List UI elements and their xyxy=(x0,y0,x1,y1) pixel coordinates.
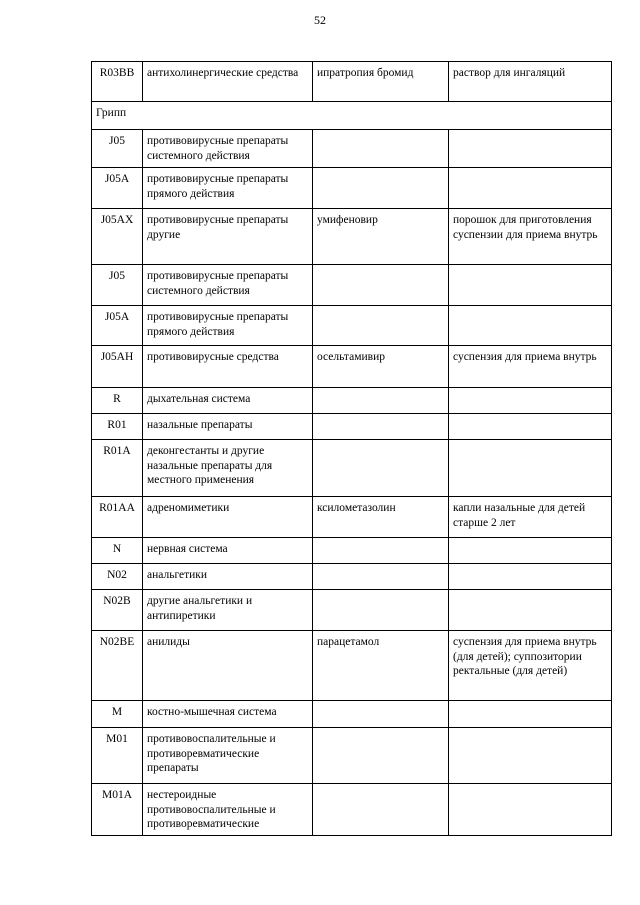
dosage-form-cell: суспензия для приема внутрь (для детей); суппозитории ректальные (для детей) xyxy=(449,631,612,701)
drug-name-cell xyxy=(313,414,449,440)
group-name-cell: противовоспалительные и противоревматические препараты xyxy=(143,728,313,784)
dosage-form-cell xyxy=(449,701,612,728)
atc-code-cell: N02B xyxy=(92,590,143,631)
table-row xyxy=(92,497,612,538)
drug-name-cell xyxy=(313,306,449,346)
table-row xyxy=(92,784,612,836)
table-row xyxy=(92,306,612,346)
drug-name-cell xyxy=(313,590,449,631)
dosage-form-cell xyxy=(449,728,612,784)
group-name-cell: антихолинергические средства xyxy=(143,62,313,102)
dosage-form-cell xyxy=(449,168,612,209)
atc-code-cell: R01A xyxy=(92,440,143,497)
table-row xyxy=(92,209,612,265)
atc-code-cell: R03BB xyxy=(92,62,143,102)
drug-name-cell xyxy=(313,784,449,836)
group-name-cell: противовирусные препараты системного действия xyxy=(143,265,313,306)
group-name-cell: нервная система xyxy=(143,538,313,564)
dosage-form-cell: порошок для приготовления суспензии для приема внутрь xyxy=(449,209,612,265)
table-row xyxy=(92,414,612,440)
dosage-form-cell: раствор для ингаляций xyxy=(449,62,612,102)
dosage-form-cell xyxy=(449,784,612,836)
group-name-cell: противовирусные препараты другие xyxy=(143,209,313,265)
table-row xyxy=(92,346,612,388)
atc-code-cell: J05 xyxy=(92,265,143,306)
atc-code-cell: M01 xyxy=(92,728,143,784)
group-name-cell: другие анальгетики и антипиретики xyxy=(143,590,313,631)
drug-name-cell: осельтамивир xyxy=(313,346,449,388)
table-row xyxy=(92,440,612,497)
dosage-form-cell: суспензия для приема внутрь xyxy=(449,346,612,388)
table-row xyxy=(92,130,612,168)
page-number: 52 xyxy=(314,13,326,27)
group-name-cell: противовирусные препараты прямого действия xyxy=(143,168,313,209)
table-row xyxy=(92,701,612,728)
dosage-form-cell xyxy=(449,265,612,306)
dosage-form-cell xyxy=(449,564,612,590)
atc-code-cell: M01A xyxy=(92,784,143,836)
atc-drug-table xyxy=(91,61,612,836)
drug-name-cell xyxy=(313,564,449,590)
dosage-form-cell xyxy=(449,306,612,346)
group-name-cell: противовирусные средства xyxy=(143,346,313,388)
table-row xyxy=(92,388,612,414)
group-name-cell: костно-мышечная система xyxy=(143,701,313,728)
atc-code-cell: N02BE xyxy=(92,631,143,701)
atc-code-cell: J05A xyxy=(92,306,143,346)
table-row xyxy=(92,265,612,306)
drug-name-cell xyxy=(313,440,449,497)
dosage-form-cell xyxy=(449,414,612,440)
drug-name-cell: ксилометазолин xyxy=(313,497,449,538)
drug-name-cell xyxy=(313,728,449,784)
table-row xyxy=(92,564,612,590)
dosage-form-cell xyxy=(449,590,612,631)
group-name-cell: назальные препараты xyxy=(143,414,313,440)
drug-name-cell xyxy=(313,538,449,564)
group-name-cell: анилиды xyxy=(143,631,313,701)
drug-name-cell xyxy=(313,701,449,728)
atc-code-cell: J05A xyxy=(92,168,143,209)
atc-code-cell: R01AA xyxy=(92,497,143,538)
dosage-form-cell xyxy=(449,130,612,168)
table-row xyxy=(92,168,612,209)
group-name-cell: нестероидные противовоспалительные и противоревматические xyxy=(143,784,313,836)
atc-code-cell: R xyxy=(92,388,143,414)
atc-code-cell: N xyxy=(92,538,143,564)
group-name-cell: дыхательная система xyxy=(143,388,313,414)
drug-name-cell: умифеновир xyxy=(313,209,449,265)
group-name-cell: противовирусные препараты системного действия xyxy=(143,130,313,168)
table-row xyxy=(92,728,612,784)
dosage-form-cell: капли назальные для детей старше 2 лет xyxy=(449,497,612,538)
table-row xyxy=(92,590,612,631)
drug-name-cell: парацетамол xyxy=(313,631,449,701)
drug-name-cell xyxy=(313,388,449,414)
atc-code-cell: J05 xyxy=(92,130,143,168)
table-row xyxy=(92,631,612,701)
table-row xyxy=(92,538,612,564)
section-row xyxy=(92,102,612,130)
atc-code-cell: N02 xyxy=(92,564,143,590)
atc-code-cell: R01 xyxy=(92,414,143,440)
dosage-form-cell xyxy=(449,440,612,497)
group-name-cell: адреномиметики xyxy=(143,497,313,538)
drug-name-cell xyxy=(313,265,449,306)
group-name-cell: анальгетики xyxy=(143,564,313,590)
drug-name-cell xyxy=(313,130,449,168)
dosage-form-cell xyxy=(449,388,612,414)
group-name-cell: противовирусные препараты прямого действия xyxy=(143,306,313,346)
table-row xyxy=(92,62,612,102)
drug-name-cell: ипратропия бромид xyxy=(313,62,449,102)
atc-code-cell: M xyxy=(92,701,143,728)
section-title: Грипп xyxy=(92,102,612,130)
atc-code-cell: J05AX xyxy=(92,209,143,265)
dosage-form-cell xyxy=(449,538,612,564)
atc-code-cell: J05AH xyxy=(92,346,143,388)
drug-name-cell xyxy=(313,168,449,209)
group-name-cell: деконгестанты и другие назальные препараты для местного применения xyxy=(143,440,313,497)
